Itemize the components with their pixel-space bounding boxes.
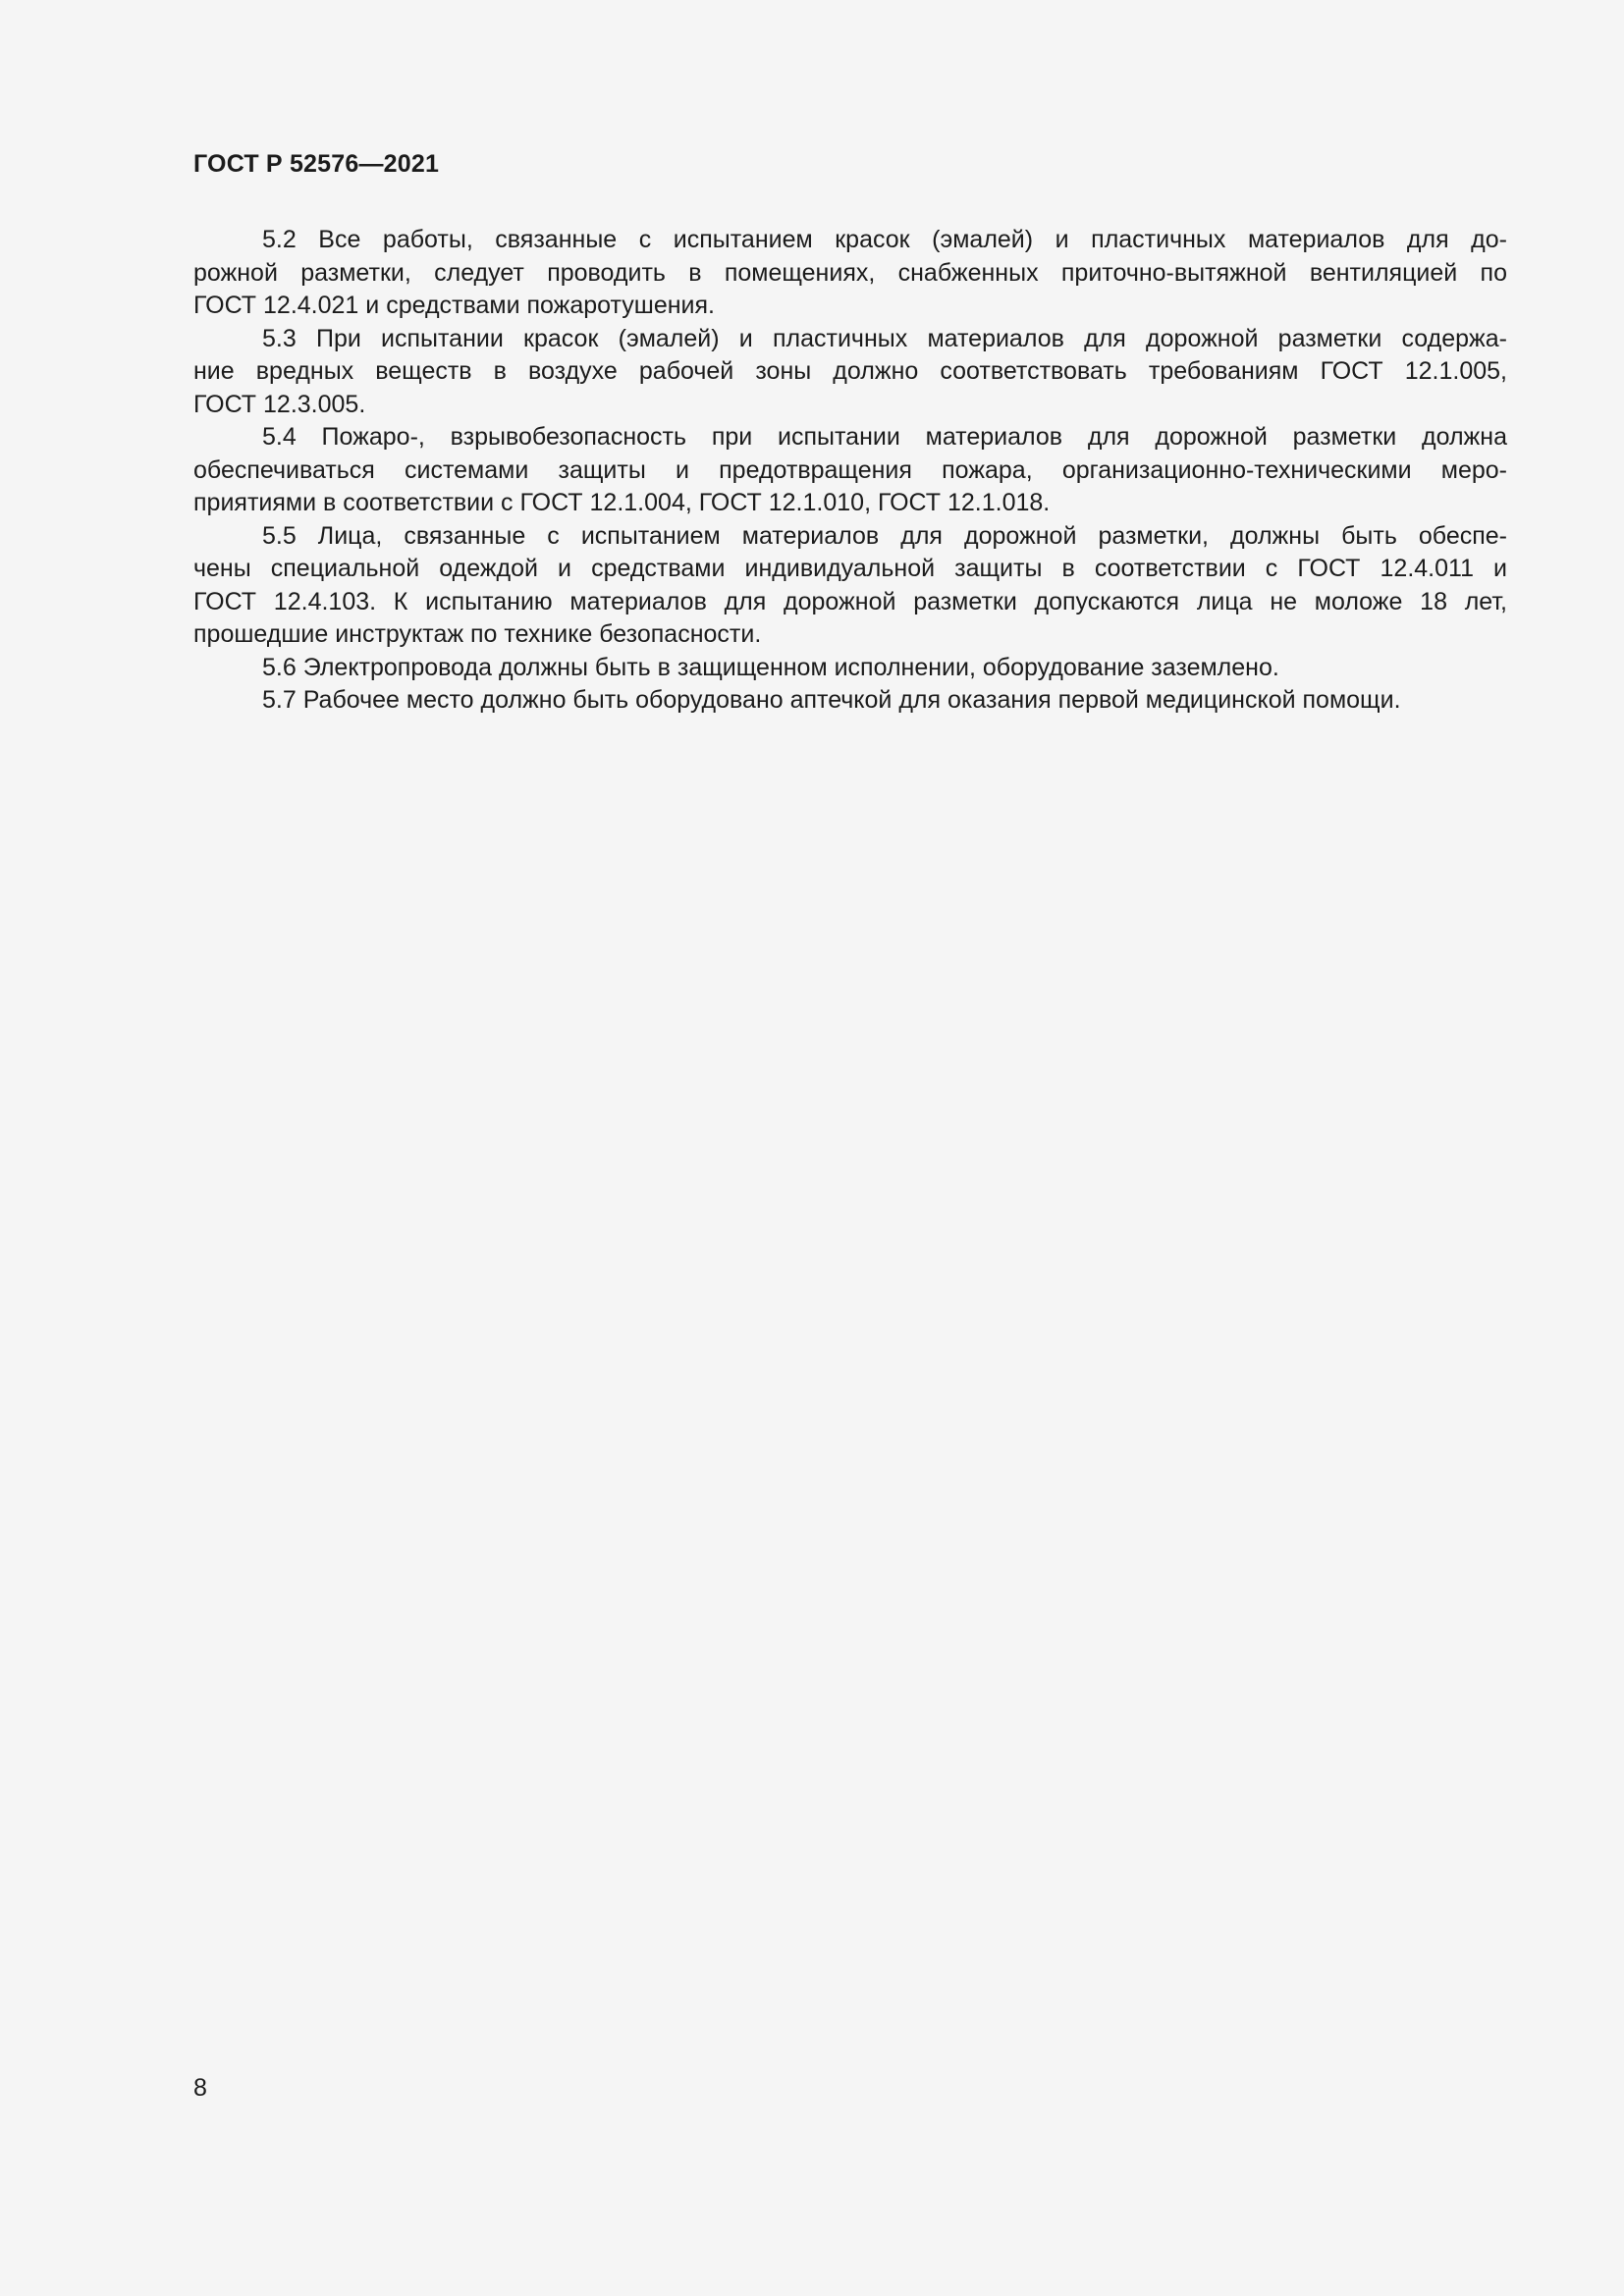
paragraph-5-3 [193, 323, 1507, 422]
paragraph-5-5 [193, 520, 1507, 652]
paragraph-line: 5.3 При испытании красок (эмалей) и пластичных материалов для дорожной разметки содержа- [262, 324, 1507, 352]
paragraph-5-2 [193, 224, 1507, 323]
paragraph-5-7 [193, 684, 1507, 718]
paragraph-line: 5.5 Лица, связанные с испытанием материалов для дорожной разметки, должны быть обеспе- [262, 521, 1507, 550]
standard-header: ГОСТ Р 52576—2021 [193, 150, 440, 178]
paragraph-line: ГОСТ 12.4.021 и средствами пожаротушения. [193, 292, 715, 319]
document-body [193, 224, 1507, 718]
paragraph-line: прошедшие инструктаж по технике безопасности. [193, 620, 762, 648]
paragraph-line: 5.7 Рабочее место должно быть оборудовано аптечкой для оказания первой медицинской помощи. [262, 686, 1401, 714]
paragraph-line: 5.6 Электропровода должны быть в защищенном исполнении, оборудование заземлено. [262, 653, 1279, 681]
paragraph-line: 5.4 Пожаро-, взрывобезопасность при испытании материалов для дорожной разметки должна [262, 423, 1507, 451]
paragraph-line: приятиями в соответствии с ГОСТ 12.1.004, ГОСТ 12.1.010, ГОСТ 12.1.018. [193, 489, 1051, 516]
paragraph-line: обеспечиваться системами защиты и предотвращения пожара, организационно-техническими меро- [193, 455, 1507, 484]
paragraph-line: чены специальной одеждой и средствами индивидуальной защиты в соответствии с ГОСТ 12.4.011 и [193, 555, 1507, 582]
page-number: 8 [193, 2074, 207, 2102]
paragraph-line: ГОСТ 12.3.005. [193, 390, 366, 418]
paragraph-5-4 [193, 421, 1507, 520]
paragraph-line: ГОСТ 12.4.103. К испытанию материалов для дорожной разметки допускаются лица не моложе 18 лет, [193, 587, 1507, 615]
paragraph-5-6 [193, 652, 1507, 685]
paragraph-line: 5.2 Все работы, связанные с испытанием красок (эмалей) и пластичных материалов для до- [262, 226, 1507, 253]
paragraph-line: рожной разметки, следует проводить в помещениях, снабженных приточно-вытяжной вентиляцией по [193, 258, 1507, 287]
paragraph-line: ние вредных веществ в воздухе рабочей зоны должно соответствовать требованиям ГОСТ 12.1.005, [193, 357, 1507, 385]
